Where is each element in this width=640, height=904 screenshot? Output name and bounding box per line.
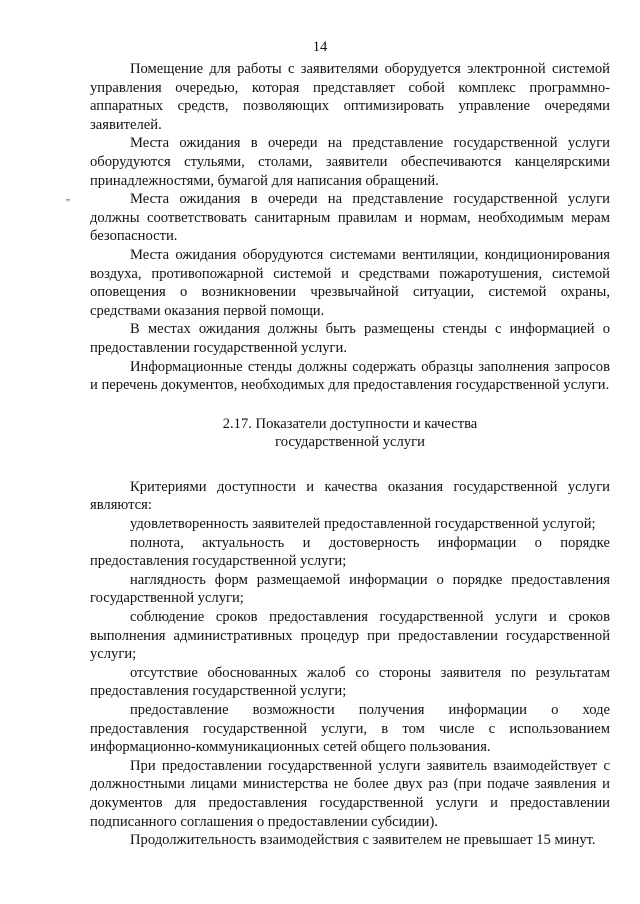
criteria-item: соблюдение сроков предоставления государственной услуги и сроков выполнения административных процедур при предоставлении государственной услуги; bbox=[90, 609, 610, 663]
section-heading-line-1: 2.17. Показатели доступности и качества bbox=[222, 415, 478, 432]
criteria-item: предоставление возможности получения информации о ходе предоставления государственной услуги, в том числе с использованием информационно-коммуникационных сетей общего пользования. bbox=[90, 702, 610, 756]
paragraph-stand-contents: Информационные стенды должны содержать образцы заполнения запросов и перечень документов, необходимых для предоставления государственной услуги. bbox=[90, 358, 610, 394]
section-heading bbox=[90, 415, 610, 452]
criteria-item: полнота, актуальность и достоверность информации о порядке предоставления государственной услуги; bbox=[90, 534, 610, 570]
paragraph-interaction-duration: Продолжительность взаимодействия с заявителем не превышает 15 минут. bbox=[130, 832, 596, 849]
paragraph-queue-system: Помещение для работы с заявителями оборудуется электронной системой управления очередью, которая представляет собой комплекс программно-аппаратных средств, позволяющих оптимизировать управление очередями заявителей. bbox=[90, 61, 610, 133]
scan-mark: „ bbox=[66, 192, 70, 202]
paragraph-waiting-furniture: Места ожидания в очереди на представление государственной услуги оборудуются стульями, столами, заявители обеспечиваются канцелярскими принадлежностями, бумагой для написания обращений. bbox=[90, 135, 610, 189]
criteria-item: наглядность форм размещаемой информации о порядке предоставления государственной услуги; bbox=[90, 571, 610, 607]
paragraph-waiting-sanitary: Места ожидания в очереди на представление государственной услуги должны соответствовать санитарным правилам и нормам, необходимым мерам безопасности. bbox=[90, 191, 610, 245]
paragraph-info-stands: В местах ожидания должны быть размещены стенды с информацией о предоставлении государственной услуги. bbox=[90, 321, 610, 356]
paragraph-interaction-count: При предоставлении государственной услуги заявитель взаимодействует с должностными лицами министерства не более двух раз (при подаче заявления и документов для предоставления государственной услуги и предоставлении подписанного соглашения о предоставлении субсидии). bbox=[90, 757, 610, 830]
criteria-item: отсутствие обоснованных жалоб со стороны заявителя по результатам предоставления государственной услуги; bbox=[90, 664, 610, 700]
paragraph-criteria-intro: Критериями доступности и качества оказания государственной услуги являются: bbox=[90, 478, 610, 514]
section-heading-line-2: государственной услуги bbox=[275, 434, 425, 451]
page-number: 14 bbox=[312, 39, 328, 55]
paragraph-waiting-systems: Места ожидания оборудуются системами вентиляции, кондиционирования воздуха, противопожарной системой и средствами пожаротушения, системой оповещения о возникновении чрезвычайной ситуации, системой охраны, средствами оказания первой помощи. bbox=[90, 246, 610, 319]
document-body bbox=[90, 60, 610, 850]
criteria-item: удовлетворенность заявителей предоставленной государственной услугой; bbox=[130, 516, 596, 533]
